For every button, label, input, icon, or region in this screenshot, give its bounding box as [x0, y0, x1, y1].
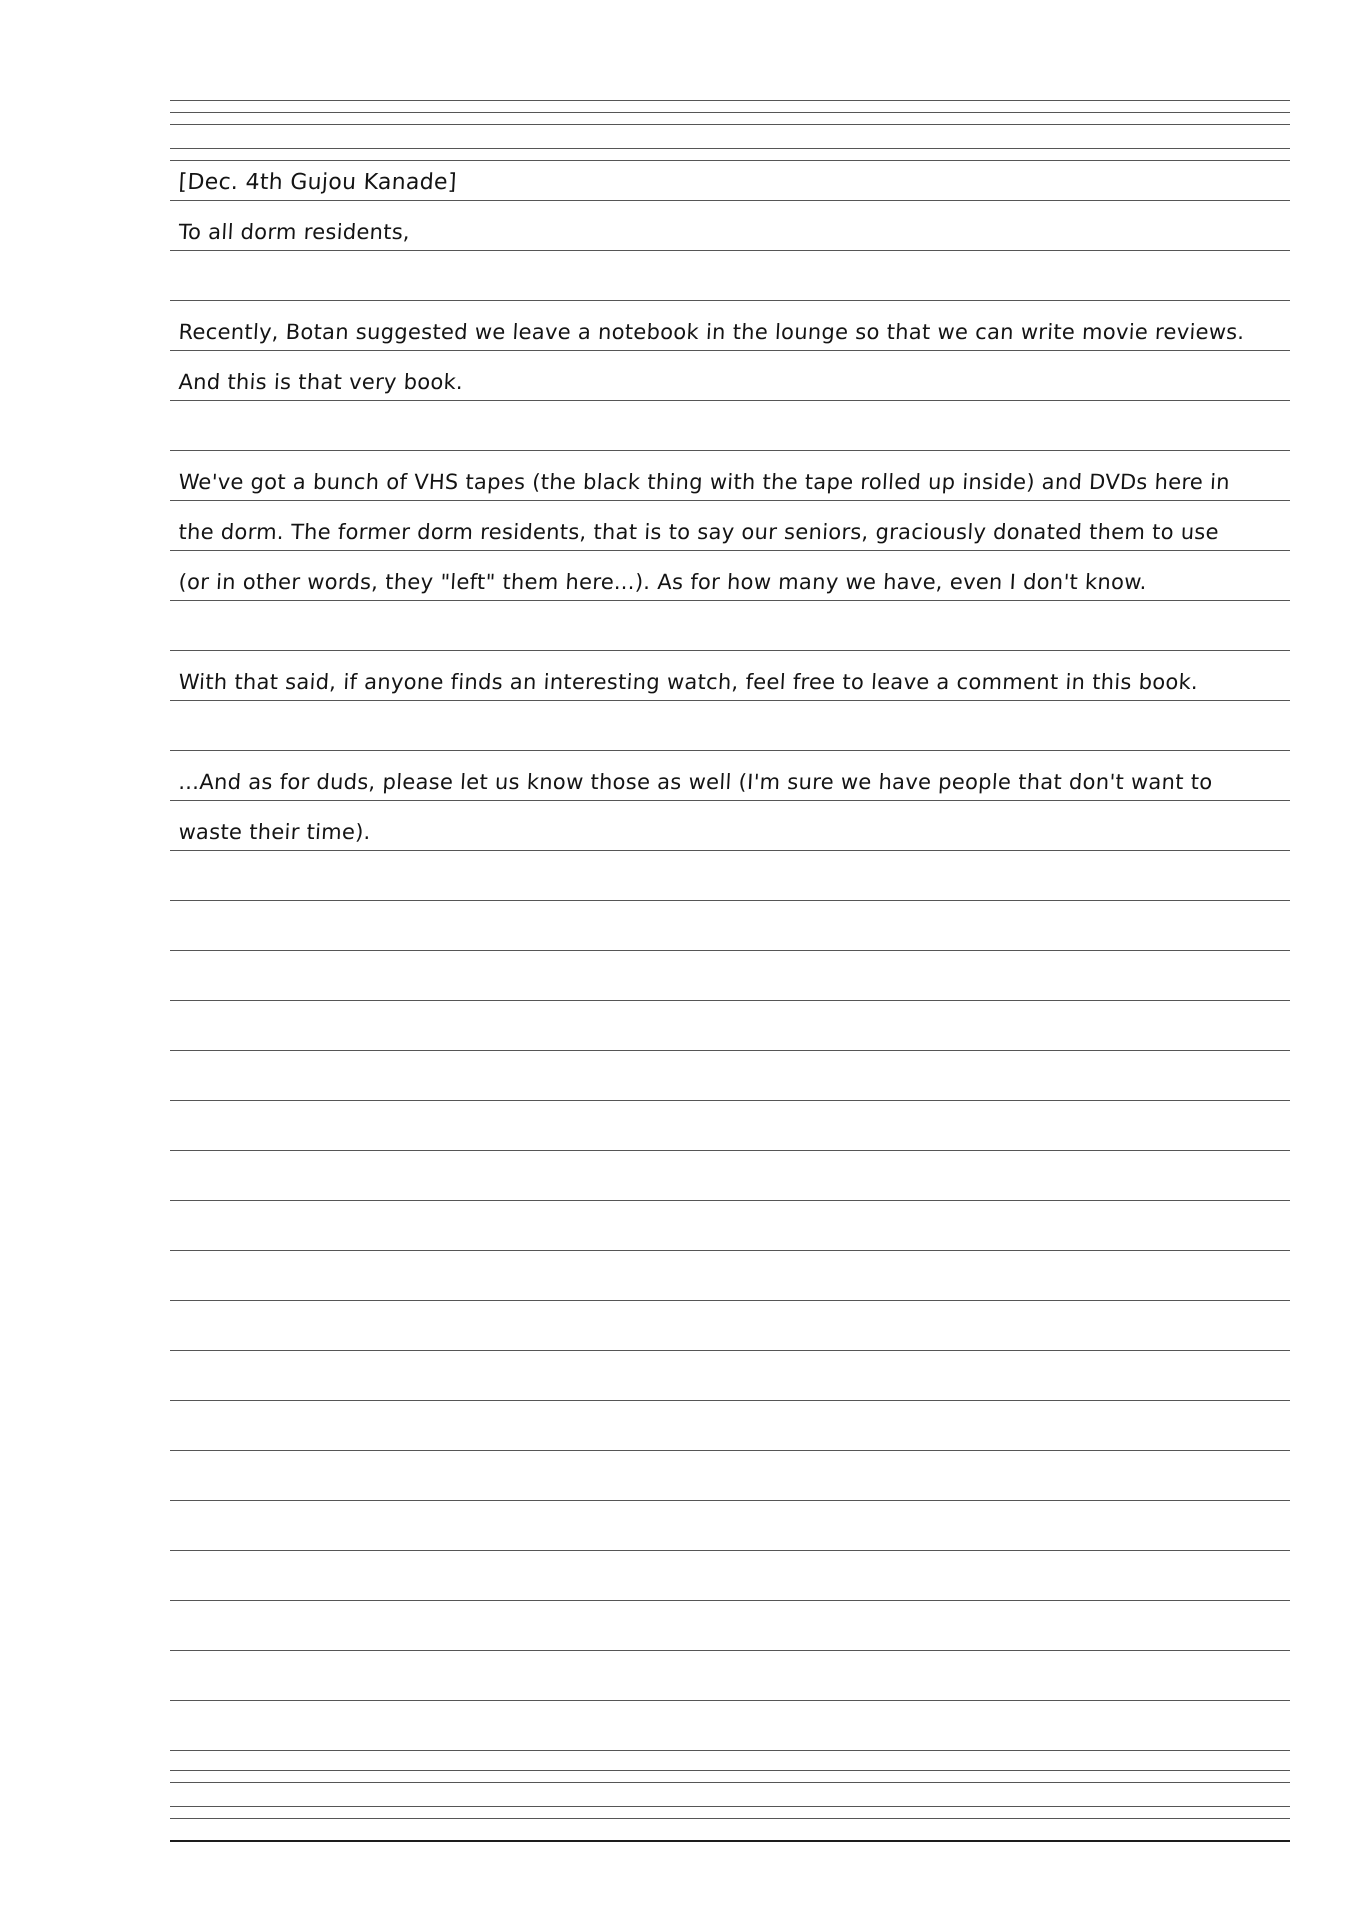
rule-line-body	[170, 850, 1290, 851]
rule-line-body	[170, 1150, 1290, 1151]
rule-line-body	[170, 450, 1290, 451]
rule-line-top-2	[170, 124, 1290, 125]
rule-line-body	[170, 300, 1290, 301]
rule-line-body	[170, 1200, 1290, 1201]
rule-line-body	[170, 1400, 1290, 1401]
paragraph-p2-line-1: We've got a bunch of VHS tapes (the black thing with the tape rolled up inside) and DVDs here in	[177, 470, 1231, 494]
paragraph-p2-line-3: (or in other words, they "left" them here...). As for how many we have, even I don't know.	[177, 570, 1148, 594]
paragraph-p1-line-2: And this is that very book.	[177, 370, 464, 394]
rule-line-bottom-2	[170, 1806, 1290, 1807]
rule-line-body	[170, 1350, 1290, 1351]
rule-line-body	[170, 1650, 1290, 1651]
paragraph-p4-line-2: waste their time).	[177, 820, 372, 844]
rule-line-top-4	[170, 160, 1290, 161]
rule-line-body	[170, 250, 1290, 251]
rule-line-body	[170, 750, 1290, 751]
rule-line-body	[170, 1000, 1290, 1001]
entry-header: [Dec. 4th Gujou Kanade]	[177, 170, 458, 195]
rule-line-body	[170, 200, 1290, 201]
paragraph-p2-line-2: the dorm. The former dorm residents, that is to say our seniors, graciously donated them to use	[177, 520, 1220, 544]
rule-line-body	[170, 600, 1290, 601]
rule-line-bottom-0	[170, 1770, 1290, 1771]
rule-line-body	[170, 500, 1290, 501]
rule-line-body	[170, 1750, 1290, 1751]
rule-line-body	[170, 350, 1290, 351]
rule-line-body	[170, 1450, 1290, 1451]
rule-line-top-3	[170, 148, 1290, 149]
rule-line-body	[170, 1050, 1290, 1051]
rule-line-body	[170, 1300, 1290, 1301]
rule-line-top-0	[170, 100, 1290, 101]
rule-line-body	[170, 1500, 1290, 1501]
rule-line-body	[170, 1100, 1290, 1101]
rule-line-body	[170, 1600, 1290, 1601]
rule-line-body	[170, 1250, 1290, 1251]
rule-line-body	[170, 1700, 1290, 1701]
rule-line-body	[170, 700, 1290, 701]
rule-line-bottom-border	[170, 1840, 1290, 1842]
paragraph-p4-line-1: ...And as for duds, please let us know those as well (I'm sure we have people that don't want to	[177, 770, 1214, 794]
rule-line-body	[170, 650, 1290, 651]
rule-line-top-1	[170, 112, 1290, 113]
rule-line-body	[170, 950, 1290, 951]
rule-line-bottom-3	[170, 1818, 1290, 1819]
ruled-lines-area	[170, 100, 1290, 1860]
entry-salutation: To all dorm residents,	[177, 220, 411, 244]
rule-line-body	[170, 550, 1290, 551]
paragraph-p1-line-1: Recently, Botan suggested we leave a notebook in the lounge so that we can write movie reviews.	[177, 320, 1246, 344]
rule-line-bottom-1	[170, 1782, 1290, 1783]
rule-line-body	[170, 900, 1290, 901]
rule-line-body	[170, 1550, 1290, 1551]
paragraph-p3-line-1: With that said, if anyone finds an interesting watch, feel free to leave a comment in this book.	[177, 670, 1199, 694]
rule-line-body	[170, 400, 1290, 401]
rule-line-body	[170, 800, 1290, 801]
